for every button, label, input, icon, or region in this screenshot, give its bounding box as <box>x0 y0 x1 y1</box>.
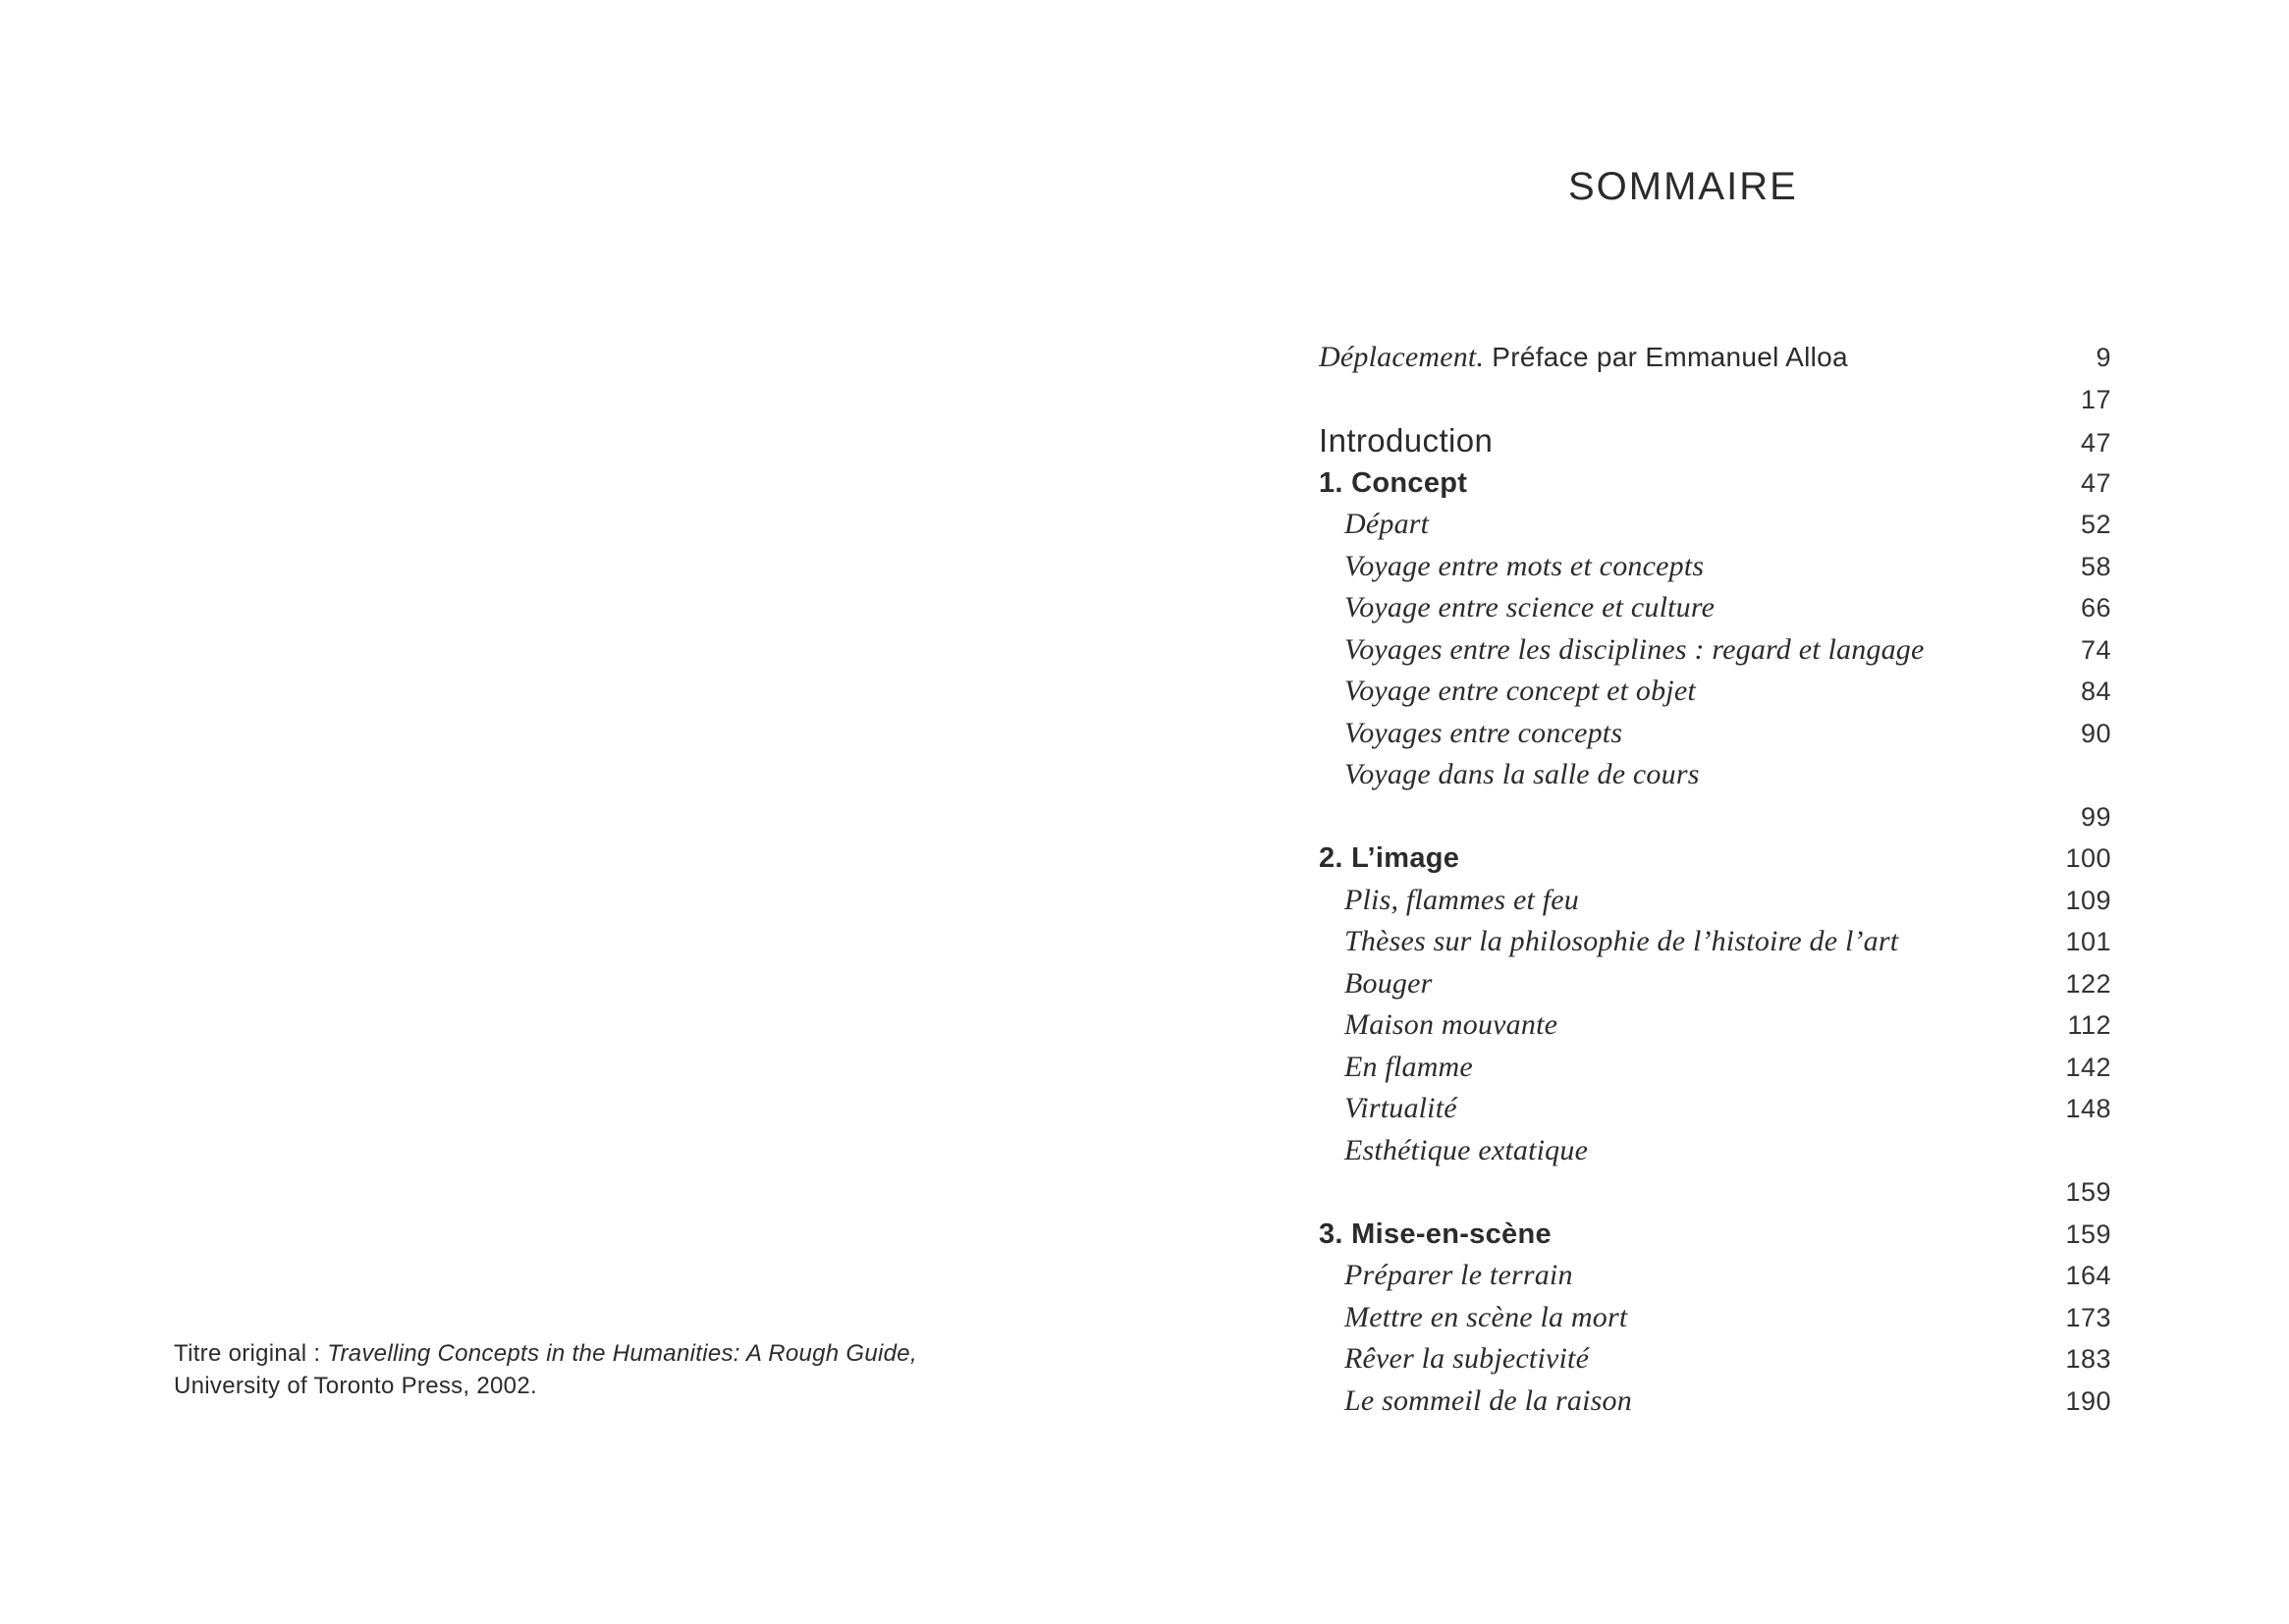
toc-entry-title <box>1319 963 1433 1005</box>
toc-page-number: 66 <box>2080 593 2111 623</box>
toc-entry <box>1319 546 2111 588</box>
toc-entry-title-text: Plis, flammes et feu <box>1344 883 1579 916</box>
toc-page-number: 47 <box>2080 467 2111 498</box>
toc-entry-title <box>1319 838 1459 880</box>
toc-entry-title <box>1319 1255 1573 1297</box>
toc-entry-title <box>1319 1338 1589 1380</box>
toc-page-number: 52 <box>2080 510 2111 539</box>
toc-entry <box>1319 462 2111 505</box>
toc-entry-title-text: Voyage entre science et culture <box>1344 591 1716 623</box>
toc-entry-title <box>1319 1004 1557 1047</box>
toc-entry-title-text: Rêver la subjectivité <box>1344 1342 1590 1375</box>
toc-entry-title-text: Voyage entre mots et concepts <box>1344 549 1705 582</box>
toc-entry <box>1319 337 2111 379</box>
toc-entry <box>1319 629 2111 672</box>
toc-entry-title <box>1319 921 1898 963</box>
toc-page-number: 74 <box>2080 634 2111 665</box>
toc-entry-title-text: 2. L’image <box>1319 842 1460 874</box>
toc-entry-title-text: 1. Concept <box>1319 466 1468 499</box>
toc-entry-title <box>1319 587 1715 629</box>
toc-entry <box>1319 838 2111 880</box>
left-page <box>0 0 1144 1624</box>
toc-entry <box>1319 754 2111 796</box>
toc-entry-title-text: Voyage entre concept et objet <box>1344 675 1696 707</box>
toc-entry <box>1319 587 2111 629</box>
toc-entry-title-italic: Déplacement. <box>1319 341 1485 373</box>
toc-page-number: 159 <box>2065 1177 2111 1207</box>
toc-entry-title-text: En flamme <box>1344 1050 1473 1083</box>
toc-page-number: 58 <box>2080 551 2111 581</box>
colophon-original-title: Travelling Concepts in the Humanities: A Rough Guide, <box>327 1340 917 1367</box>
toc-page-number: 101 <box>2065 927 2111 956</box>
toc-entry-title <box>1319 1088 1457 1130</box>
toc-entry-title-text: Départ <box>1344 508 1430 540</box>
toc-page-number: 190 <box>2065 1385 2111 1416</box>
toc-entry <box>1319 796 2111 839</box>
colophon <box>174 1337 917 1402</box>
toc-page-number: 90 <box>2080 718 2111 748</box>
toc-page-number: 164 <box>2065 1261 2111 1290</box>
toc-entry-title <box>1319 1380 1632 1423</box>
toc-page-number: 112 <box>2067 1010 2111 1040</box>
toc-entry <box>1319 1214 2111 1256</box>
toc-entry <box>1319 420 2111 462</box>
toc-entry <box>1319 504 2111 546</box>
toc-entry-title <box>1319 754 1700 796</box>
toc-page-number: 173 <box>2065 1302 2111 1332</box>
toc-entry <box>1319 1088 2111 1130</box>
toc-entry-title-text: Voyages entre concepts <box>1344 716 1623 749</box>
toc-entry <box>1319 379 2111 421</box>
toc-entry <box>1319 1171 2111 1214</box>
page-title: SOMMAIRE <box>1568 165 1798 208</box>
toc-entry-title <box>1319 671 1696 713</box>
toc-entry-title-text: Maison mouvante <box>1344 1008 1558 1041</box>
toc-page-number: 122 <box>2065 968 2111 999</box>
toc-page-number: 142 <box>2065 1052 2111 1082</box>
toc-entry <box>1319 1380 2111 1423</box>
toc-page-number: 148 <box>2065 1094 2111 1123</box>
table-of-contents <box>1319 337 2111 1422</box>
right-page <box>1144 0 2289 1624</box>
toc-page-number: 159 <box>2065 1218 2111 1249</box>
toc-entry-title <box>1319 880 1579 922</box>
toc-entry <box>1319 671 2111 713</box>
toc-page-number: 17 <box>2080 384 2111 414</box>
toc-entry-title-text: Bouger <box>1344 966 1433 1000</box>
toc-entry-title-text: Esthétique extatique <box>1344 1133 1589 1166</box>
toc-entry-title <box>1319 462 1467 505</box>
toc-entry <box>1319 1004 2111 1047</box>
toc-entry-title-text: Virtualité <box>1344 1092 1457 1124</box>
colophon-publisher: University of Toronto Press, 2002. <box>174 1373 537 1399</box>
toc-entry <box>1319 1297 2111 1339</box>
toc-page-number: 99 <box>2080 801 2111 832</box>
toc-entry-title <box>1319 1130 1588 1172</box>
toc-entry-title-text: Préface par Emmanuel Alloa <box>1484 342 1848 372</box>
toc-entry-title <box>1319 629 1925 672</box>
toc-entry <box>1319 713 2111 755</box>
toc-page-number: 109 <box>2065 885 2111 915</box>
toc-entry-title <box>1319 504 1429 546</box>
toc-entry <box>1319 1130 2111 1172</box>
toc-entry <box>1319 1338 2111 1380</box>
toc-entry <box>1319 921 2111 963</box>
toc-entry <box>1319 1047 2111 1089</box>
toc-page-number: 100 <box>2065 843 2111 873</box>
toc-entry-title <box>1319 1297 1627 1339</box>
toc-entry-title-text: 3. Mise-en-scène <box>1319 1218 1552 1250</box>
toc-entry-title-text: Thèses sur la philosophie de l’histoire de l’art <box>1344 925 1899 957</box>
toc-entry-title <box>1319 1214 1552 1256</box>
toc-entry-title <box>1319 337 1848 379</box>
toc-entry-title <box>1319 420 1493 462</box>
toc-entry-title <box>1319 546 1704 588</box>
toc-entry <box>1319 880 2111 922</box>
toc-entry-title-text: Le sommeil de la raison <box>1344 1383 1632 1417</box>
toc-entry-title-text: Préparer le terrain <box>1344 1259 1573 1291</box>
toc-page-number: 183 <box>2065 1344 2111 1374</box>
toc-entry-title-text: Voyages entre les disciplines : regard et langage <box>1344 632 1925 666</box>
toc-entry-title-text: Mettre en scène la mort <box>1344 1300 1628 1333</box>
toc-entry <box>1319 963 2111 1005</box>
colophon-prefix: Titre original : <box>174 1340 328 1367</box>
toc-entry-title-text: Voyage dans la salle de cours <box>1344 758 1700 790</box>
toc-entry-title <box>1319 1047 1473 1089</box>
toc-page-number: 84 <box>2080 677 2111 706</box>
toc-entry <box>1319 1255 2111 1297</box>
toc-page-number: 47 <box>2080 428 2111 458</box>
toc-entry-title-text: Introduction <box>1319 422 1494 459</box>
toc-entry-title <box>1319 713 1622 755</box>
toc-page-number: 9 <box>2096 343 2111 372</box>
